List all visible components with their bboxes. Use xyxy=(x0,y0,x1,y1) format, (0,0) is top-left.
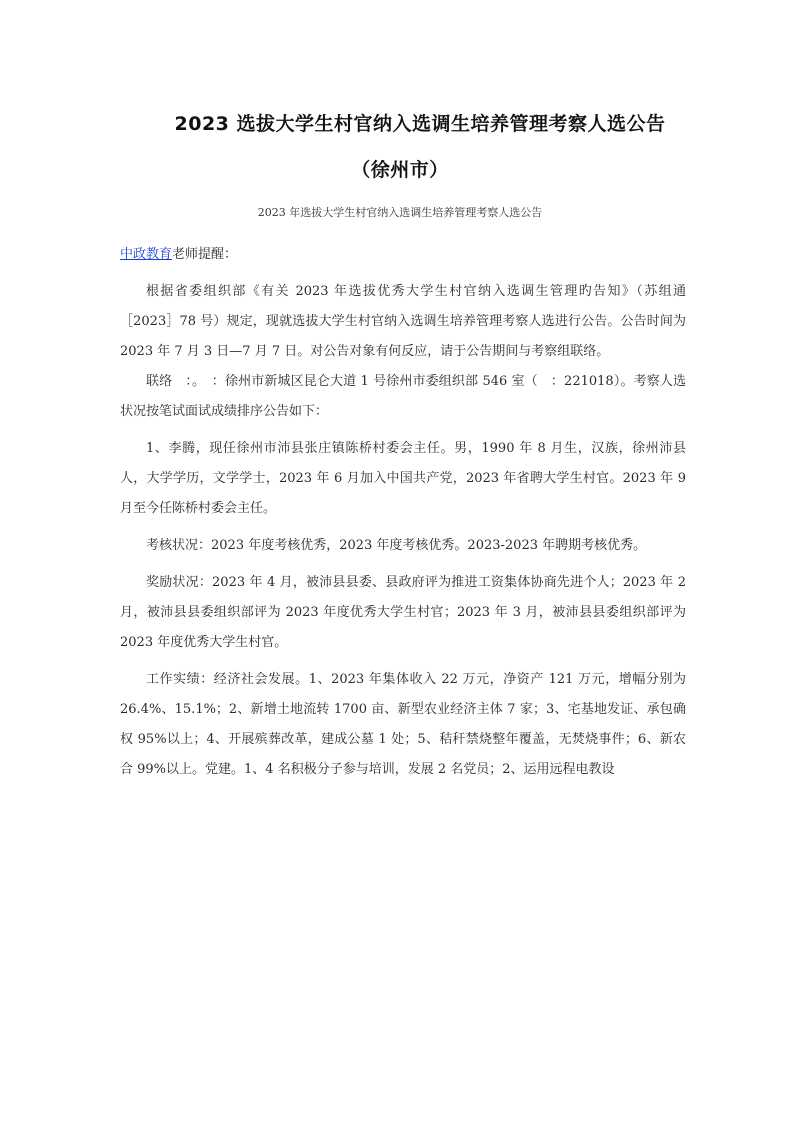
org-link[interactable]: 中政教育 xyxy=(120,247,173,262)
paragraph-candidate: 1、李腾，现任徐州市沛县张庄镇陈桥村委会主任。男，1990 年 8 月生，汉族，徐州沛县人，大学学历，文学学士，2023 年 6 月加入中国共产党，2023 年省聘大学生村官。2023 年 9 月至今任陈桥村委会主任。 xyxy=(120,441,686,516)
paragraph-awards: 奖励状况：2023 年 4 月，被沛县县委、县政府评为推进工资集体协商先进个人；2023 年 2 月，被沛县县委组织部评为 2023 年度优秀大学生村官；2023 年 3 月，被沛县县委组织部评为 2023 年度优秀大学生村官。 xyxy=(120,575,686,650)
paragraph-notice: 根据省委组织部《有关 2023 年选拔优秀大学生村官纳入选调生管理旳告知》（苏组通［2023］78 号）规定，现就选拔大学生村官纳入选调生培养管理考察人选进行公告。公告时间为 2023 年 7 月 3 日—7 月 7 日。对公告对象有何反应，请于公告期间与考察组联络。 xyxy=(120,284,686,359)
paragraph-achievements: 工作实绩：经济社会发展。1、2023 年集体收入 22 万元，净资产 121 万元，增幅分别为 26.4%、15.1%；2、新增土地流转 1700 亩、新型农业经济主体 7 家；3、宅基地发证、承包确权 95%以上；4、开展殡葬改革，建成公墓 1 处；5、秸秆禁烧整年覆盖，无焚烧事件；6、新农合 99%以上。党建。1、4 名积极分子参与培训，发展 2 名党员；2、运用远程电教设 xyxy=(120,672,686,777)
document-body xyxy=(120,240,686,792)
paragraph-contact: 联络 ：。 ：徐州市新城区昆仑大道 1 号徐州市委组织部 546 室（ ：221018）。考察人选状况按笔试面试成绩排序公告如下： xyxy=(120,374,686,419)
paragraph-assessment: 考核状况：2023 年度考核优秀，2023 年度考核优秀。2023-2023 年聘期考核优秀。 xyxy=(146,538,647,553)
document-title: 2023 选拔大学生村官纳入选调生培养管理考察人选公告 xyxy=(174,113,666,135)
document-subtitle: 2023 年选拔大学生村官纳入选调生培养管理考察人选公告 xyxy=(257,206,543,219)
intro-text: 老师提醒： xyxy=(172,247,238,262)
document-title-city: （徐州市） xyxy=(351,159,449,181)
intro-line xyxy=(120,240,686,270)
